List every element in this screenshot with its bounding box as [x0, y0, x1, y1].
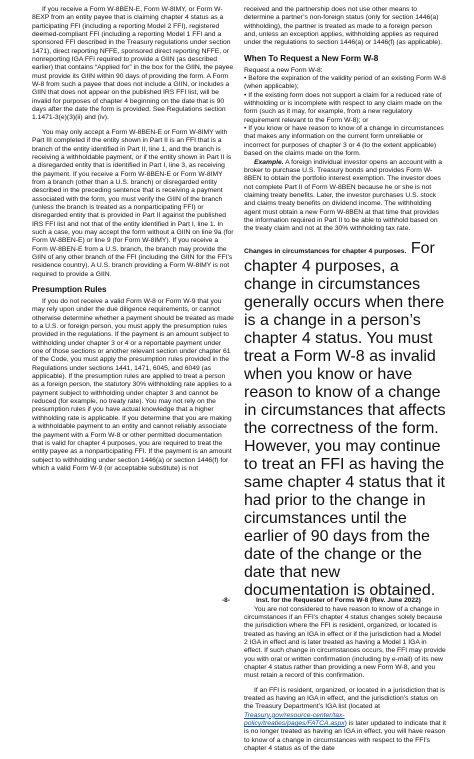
paragraph-presumption-rules: If you do not receive a valid Form W-8 or Form W-9 that you may rely upon under the due diligence requirements, or cannot otherwise determine whether a payment should be treated as made to a U.S. or foreign person, you must apply the presumption rules provided in the regulations. If the payment is an amount subject to withholding under chapter 3 or 4 or a reportable payment under one of those sections or another relevant section under chapter 61 of the Code, you must apply the presumption rules provided in the Regulations under sections 1441, 1471, 6045, and 6049 (as applicable). If the presumption rules are applied to treat a person as a foreign person, the statutory 30% withholding rate applies to a payment subject to withholding under chapter 3 and cannot be reduced (for example, no treaty rate). You may not rely on the presumption rules if you have actual knowledge that a higher withholding rate is applicable. If you determine that you are making a withholdable payment to an entity and cannot reliably associate the payment with a Form W-8 or other permitted documentation that is valid for chapter 4 purposes, you are required to treat the entity payee as a nonparticipating FFI. If the payment is an amount subject to withholding under section 1446(a) or section 1446(f) for which a valid Form W-9 (or acceptable substitute) is not — [32, 298, 234, 472]
right-column — [244, 6, 446, 759]
left-column — [32, 6, 234, 479]
footer-title: Inst. for the Requester of Forms W-8 (Rev. June 2022) — [256, 597, 421, 604]
paragraph-example — [244, 159, 446, 234]
iga-text-b: ) is later updated to indicate that it is no longer treated as having an IGA in effect, you will have reason to know of a change in circumstances with respect to the FFI’s chapter 4 status as of the date — [244, 720, 446, 753]
bullet-change-circumstances: • If you know or have reason to know of a change in circumstances that makes any information on the current form unreliable or incorrect for purposes of chapter 3 or 4 (to the extent applicable) based on the claims made on the form. — [244, 125, 444, 158]
paragraph-iga-list — [244, 687, 446, 754]
request-intro: Request a new Form W-8: — [244, 66, 323, 74]
bullet-reduced-rate: • If the existing form does not support a claim for a reduced rate of withholding or is incomplete with respect to any claim made on the form (such as it may, for example, from a new regulatory requirement relevant to the Form W-8); or — [244, 91, 443, 124]
example-label: Example. — [254, 158, 284, 166]
changes-text: For chapter 4 purposes, a change in circumstances generally occurs when there is a change in a person’s chapter 4 status. You must treat a Form W-8 as invalid when you know or have reason to know of a change in circumstances that affects the correctness of the form. However, you may continue to treat an FFI as having the same chapter 4 status that it had prior to the change in circumstances until the earlier of 90 days from the date of the change or the date that new documentation is obtained. — [244, 239, 446, 599]
example-text: A foreign individual investor opens an account with a broker to purchase U.S. Treasury bonds and provides Form W-8BEN to obtain the portfolio interest exemption. The investor does not complete Part II of Form W-8BEN because he or she is not claiming treaty benefits. Later, the investor purchases U.S. stock and claims treaty benefits on dividend income. The withholding agent must obtain a new Form W-8BEN at that time that provides the information required in Part II to be able to withhold based on the treaty claim and not at the 30% withholding tax rate. — [244, 158, 442, 233]
page-number: -8- — [222, 597, 230, 604]
paragraph-giin-applied-for: If you receive a Form W-8BEN-E, Form W-8IMY, or Form W-8EXP from an entity payee that is claiming chapter 4 status as a participating FFI (including a reporting Model 2 FFI), registered deemed-compliant FFI (including a reporting Model 1 FFI and a sponsored FFI described in the Treasury regulations under section 1471), direct reporting NFFE, sponsored direct reporting NFFE, or nonreporting IGA FFI required to provide a GIIN (as described earlier) that contains “Applied for” in the box for the GIIN, the payee must provide its GIIN within 90 days of providing the form. A Form W-8 from such a payee that does not include a GIIN, or includes a GIIN that does not appear on the published IRS FFI list, will be invalid for purposes of chapter 4 beginning on the date that is 90 days after the date the form is provided. See Regulations section 1.1471-3(e)(3)(ii) and (iv). — [32, 6, 234, 122]
heading-when-to-request: When To Request a New Form W-8 — [244, 53, 379, 63]
paragraph-not-considered: You are not considered to have reason to know of a change in circumstances if an FFI’s chapter 4 status changes solely because the jurisdiction where the FFI is resident, organized, or located is treated as having an IGA in effect or if the jurisdiction had a Model 2 IGA in effect and is later treated as having a Model 1 IGA in effect. If such change in circumstances occurs, the FFI may provide you with oral or written confirmation (including by e-mail) of its new chapter 4 status rather than providing a new Form W-8, and you must retain a record of this confirmation. — [244, 605, 446, 680]
heading-presumption-rules: Presumption Rules — [32, 285, 107, 294]
iga-text-a: If an FFI is resident, organized, or located in a jurisdiction that is treated as having an IGA in effect, and the jurisdiction’s status on the Treasury Department’s IGA list (located at — [244, 686, 445, 711]
treasury-fatca-link[interactable]: Treasury.gov/resource-center/tax-policy/treaties/pages/FATCA.aspx — [244, 711, 345, 728]
bullet-expiration: • Before the expiration of the validity period of an existing Form W-8 (when applicable); — [244, 75, 446, 91]
paragraph-part-iii-branch: You may only accept a Form W-8BEN-E or Form W-8IMY with Part III completed if the entity shown in Part II is an FFI that is a branch of the entity identified in Part II, line 1, and the branch is receiving a withholdable payment, or if the entity shown in Part II is a disregarded entity that is identified in Part I, line 3, as receiving the payment. If you receive a Form W-8BEN-E or Form W-8IMY from a branch (other than a U.S. branch) or disregarded entity described in the preceding sentence that is receiving a payment associated with the form, you must verify the GIIN of the branch (unless the branch is treated as a nonparticipating FFI) or disregarded entity that is provided in Part II against the published IRS FFI list and not that of the entity identified in Part I, line 1. In such a case, you may accept the form without a GIIN on line 9a (for Form W-8BEN-E) or line 9 (for Form W-8IMY). If you receive a Form W-8BEN-E from a U.S. branch, the branch may provide the GIIN of any other branch of the FFI (including the GIIN for the FFI’s residence country). A U.S. branch providing a Form W-8IMY is not required to provide a GIIN. — [32, 128, 234, 278]
paragraph-continued: received and the partnership does not use other means to determine a partner’s non-foreign status (only for section 1446(a) withholding), the partner is treated as made to a foreign person and, unless an exception applies, withholding applies as required under the regulations to section 1446(a) or 1446(f) (as applicable). — [244, 6, 443, 47]
heading-changes-chapter4: Changes in circumstances for chapter 4 purposes. — [244, 247, 407, 255]
